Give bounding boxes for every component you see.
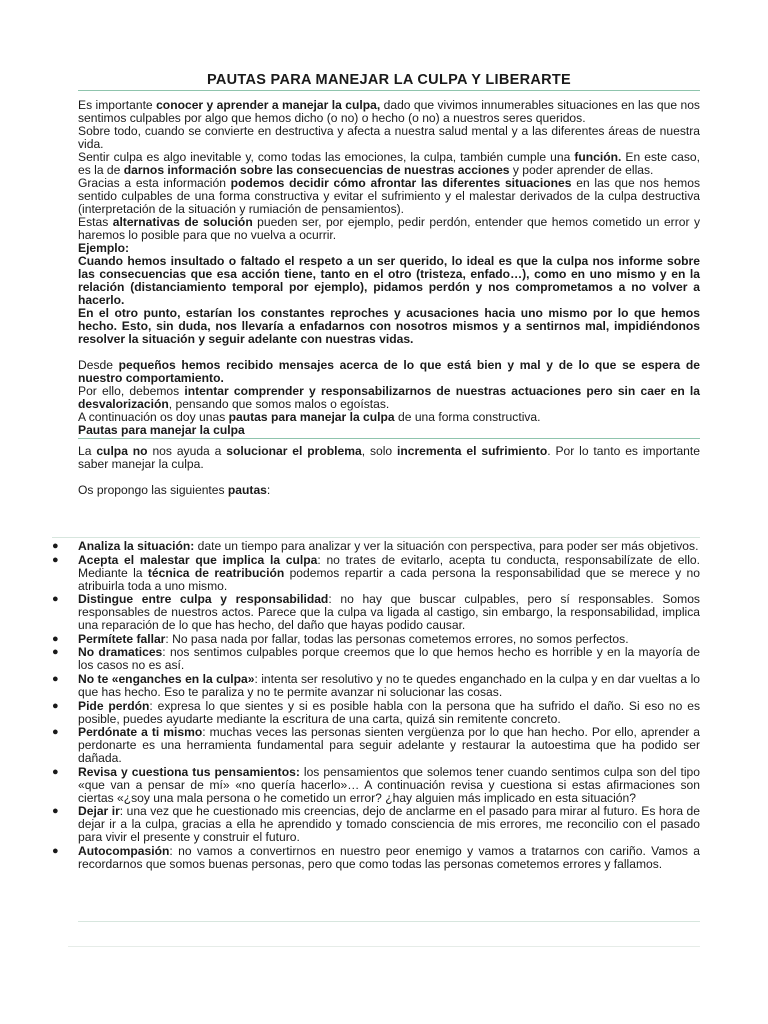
- list-item: [52, 554, 700, 593]
- list-item: [52, 540, 700, 553]
- text: Sentir culpa es algo inevitable y, como todas las emociones, la culpa, también cumple una: [78, 150, 575, 164]
- text: Desde: [78, 358, 119, 372]
- bold-text: incrementa el sufrimiento: [397, 444, 548, 458]
- list-item-text: : No pasa nada por fallar, todas las personas cometemos errores, no somos perfectos.: [165, 631, 629, 646]
- text: . Por lo tanto es importante saber manejar la culpa.: [78, 444, 700, 471]
- bullet-icon: ●: [52, 553, 59, 566]
- text: Os propongo las siguientes: [78, 483, 228, 497]
- list-item: [52, 726, 700, 765]
- paragraph: [78, 151, 700, 177]
- list-item-text: date un tiempo para analizar y ver la situación con perspectiva, para poder ser más objetivos.: [194, 539, 699, 553]
- list-item-text: : nos sentimos culpables porque creemos que lo que hemos hecho es horrible y en la mayoría de los casos no es así.: [78, 645, 700, 673]
- bullet-icon: ●: [52, 726, 59, 739]
- bullet-icon: ●: [52, 593, 59, 606]
- list-item-title: técnica de reatribución: [147, 565, 285, 580]
- bold-text: conocer y aprender a manejar la culpa,: [156, 98, 381, 112]
- text: nos ayuda a: [147, 444, 227, 458]
- text: dado que vivimos innumerables situaciones en las que nos sentimos culpables por algo que hemos dicho (o no) o hecho (o no) a nuestros seres queridos.: [78, 98, 700, 125]
- bold-text: Ejemplo:: [78, 241, 130, 255]
- paragraph: [78, 385, 700, 411]
- text: En este caso, es la de: [78, 150, 701, 177]
- title-divider: [78, 90, 700, 91]
- list-item: [52, 646, 700, 672]
- list-divider: [52, 537, 700, 538]
- bold-text: solucionar el problema: [226, 444, 362, 458]
- bold-text: pautas para manejar la culpa: [228, 410, 395, 424]
- bold-text: Cuando hemos insultado o faltado el respeto a un ser querido, lo ideal es que la culpa nos informe sobre las consecuencias que esa acción tiene, tanto en el otro (tristeza, enfado…), como en uno mismo y en la relación (distanciamiento temporal por ejemplo), pidamos perdón y nos comprometamos a no volver a hacerlo.: [78, 254, 700, 307]
- list-item-text: : muchas veces las personas sienten vergüenza por lo que han hecho. Por ello, aprender a perdonarte es una herramienta fundamental para seguir adelante y restaurar la autoestima que ha podido ser dañada.: [78, 725, 700, 766]
- list-item-text: los pensamientos que solemos tener cuando sentimos culpa son del tipo «que van a pensar de mí» «no quería hacerlo»… A continuación revisa y cuestiona si estas afirmaciones son ciertas «¿soy una mala persona o he cometido un error? ¿hay alguien más implicado en esta situación?: [78, 764, 700, 805]
- bold-text: intentar comprender y responsabilizarnos de nuestras actuaciones pero sin caer en la desvalorización: [78, 384, 700, 411]
- list-item: [52, 700, 700, 726]
- text: , pensando que somos malos o egoístas.: [168, 397, 390, 411]
- section-heading: [78, 424, 700, 437]
- text: Por ello, debemos: [78, 384, 185, 398]
- text: , solo: [361, 444, 397, 458]
- document-body: [78, 99, 700, 497]
- list-item-title: Distingue entre culpa y responsabilidad: [78, 592, 329, 607]
- bold-text: culpa no: [96, 444, 148, 458]
- text: pueden ser, por ejemplo, pedir perdón, entender que hemos cometido un error y haremos lo posible para que no vuelva a ocurrir.: [78, 215, 700, 242]
- bold-text: función.: [574, 150, 622, 164]
- bullet-icon: ●: [52, 632, 59, 645]
- text: en las que nos hemos sentido culpables de una forma constructiva y evitar el sufrimiento y el malestar derivados de la culpa destructiva (interpretación de la situación y rumiación de pensamientos).: [78, 176, 700, 216]
- list-item-title: Acepta el malestar que implica la culpa: [78, 552, 318, 567]
- text: A continuación os doy unas: [78, 410, 229, 424]
- text: y poder aprender de ellas.: [509, 163, 654, 177]
- list-item-title: Dejar ir: [78, 804, 120, 819]
- bullet-icon: ●: [52, 540, 59, 552]
- bold-text: alternativas de solución: [112, 215, 253, 229]
- list-item-title: Autocompasión: [78, 843, 170, 858]
- paragraph: [78, 216, 700, 242]
- bullet-icon: ●: [52, 765, 59, 778]
- paragraph: Sobre todo, cuando se convierte en destructiva y afecta a nuestra salud mental y a las diferentes áreas de nuestra vida.: [78, 124, 700, 151]
- list-item: [52, 805, 700, 844]
- list-item-title: Revisa y cuestiona tus pensamientos:: [78, 764, 300, 779]
- paragraph: [78, 177, 700, 216]
- example-paragraph: [78, 255, 700, 307]
- section-divider: [78, 438, 700, 439]
- list-item-title: Perdónate a ti mismo: [78, 725, 203, 740]
- list-item: [52, 845, 700, 871]
- bullet-icon: ●: [52, 646, 59, 659]
- example-paragraph: [78, 307, 700, 346]
- text: La: [78, 444, 97, 458]
- list-item-title: Analiza la situación:: [78, 539, 195, 553]
- list-item-text: : no hay que buscar culpables, pero sí responsables. Somos responsables de nuestros actos. Parece que la culpa va ligada al castigo, sin embargo, la responsabilidad, implica una reparación de lo que has hecho, del daño que hayas podido causar.: [78, 592, 700, 633]
- list-item-title: Permítete fallar: [78, 631, 166, 646]
- list-item-text: : no trates de evitarlo, acepta tu conducta, responsabilízate de ello. Mediante la: [78, 552, 700, 580]
- list-item-text: : una vez que he cuestionado mis creencias, dejo de anclarme en el pasado para mirar al futuro. Es hora de dejar ir a la culpa, gracias a ella he aprendido y tomado consciencia de mis errores, me reconcilio con el pasado para vivir el presente y construir el futuro.: [78, 804, 700, 845]
- list-item-text: : expresa lo que sientes y si es posible habla con la persona que ha sufrido el daño. Si eso no es posible, puedes ayudarte mediante la escritura de una carta, quizá sin remitente concreto.: [78, 698, 700, 726]
- guidelines-list: [52, 540, 700, 872]
- list-item-text: : intenta ser resolutivo y no te quedes enganchado en la culpa y en dar vueltas a lo que has hecho. Eso te paraliza y no te permite avanzar ni solucionar las cosas.: [78, 671, 701, 699]
- list-item-text: podemos repartir a cada persona la responsabilidad que se merece y no atribuirla toda a uno mismo.: [78, 565, 700, 593]
- text: Es importante: [78, 98, 157, 112]
- text: Estas: [78, 215, 113, 229]
- bullet-icon: ●: [52, 844, 59, 857]
- text: de una forma constructiva.: [394, 410, 541, 424]
- list-item-title: Pide perdón: [78, 698, 150, 713]
- list-item-title: No dramatices: [78, 645, 163, 660]
- list-item-text: : no vamos a convertirnos en nuestro peor enemigo y vamos a tratarnos con cariño. Vamos a recordarnos que somos buenas personas, pero que como todas las personas cometemos errores y fallamos.: [78, 843, 700, 871]
- list-item: [52, 593, 700, 632]
- bold-text: pequeños hemos recibido mensajes acerca de lo que está bien y mal y de lo que se espera de nuestro comportamiento.: [78, 358, 700, 385]
- bold-text: pautas: [227, 483, 267, 497]
- text: :: [266, 483, 271, 497]
- list-item-title: No te «enganches en la culpa»: [78, 671, 255, 686]
- bullet-icon: ●: [52, 805, 59, 818]
- bold-text: Pautas para manejar la culpa: [78, 423, 245, 437]
- paragraph: [78, 445, 700, 471]
- paragraph-intro: [78, 99, 700, 125]
- list-item: [52, 766, 700, 805]
- bullet-icon: ●: [52, 699, 59, 712]
- paragraph: [78, 359, 700, 385]
- document-title: PAUTAS PARA MANEJAR LA CULPA Y LIBERARTE: [206, 72, 572, 88]
- paragraph: [78, 484, 700, 497]
- text: Gracias a esta información: [78, 176, 231, 190]
- bold-text: darnos información sobre las consecuencias de nuestras acciones: [123, 163, 510, 177]
- end-divider: [78, 921, 700, 922]
- bold-text: podemos decidir cómo afrontar las diferentes situaciones: [230, 176, 572, 190]
- footer-divider: [68, 946, 700, 947]
- bold-text: En el otro punto, estarían los constantes reproches y acusaciones hacia uno mismo por lo que hemos hecho. Esto, sin duda, nos llevaría a enfadarnos con nosotros mismos y a sentirnos mal, impidiéndonos resolver la situación y seguir adelante con nuestras vidas.: [78, 306, 700, 346]
- bullet-icon: ●: [52, 672, 59, 685]
- list-item: [52, 633, 700, 646]
- list-item: [52, 673, 700, 699]
